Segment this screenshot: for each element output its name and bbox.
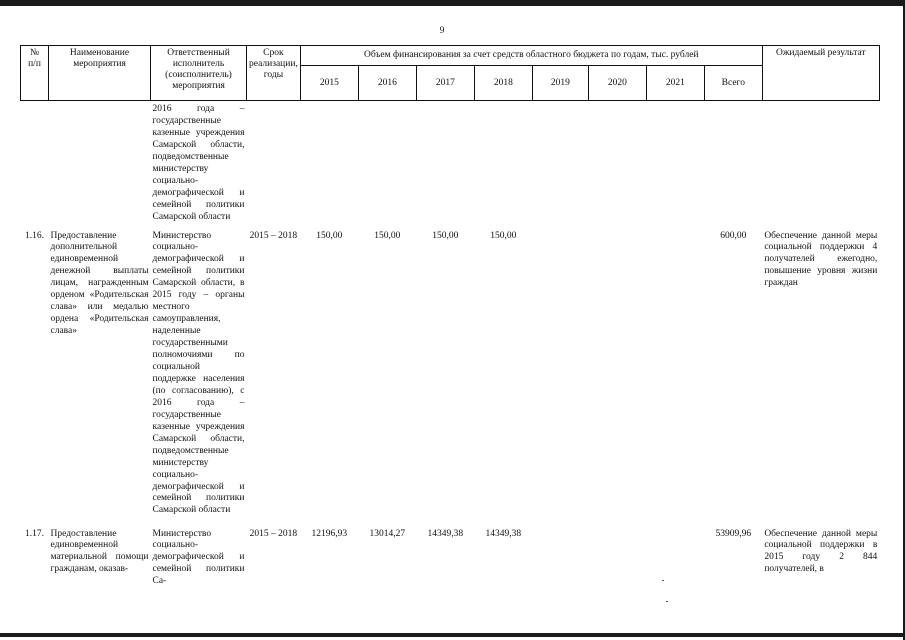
row-activity-name: Предоставление дополнительной единовременной денежной выплаты лицам, награжденным орденом «Родительская слава» или медалью ордена «Родительская слава» [50,230,149,337]
header-year-2016: 2016 [358,66,416,101]
scan-speck [662,580,664,581]
header-year-2018: 2018 [474,66,532,101]
row-expected-result: Обеспечение данной меры социальной поддержки в 2015 году 2 844 получателей, в [764,528,878,575]
header-year-2020: 2020 [588,66,646,101]
row-value-2018 [474,101,532,231]
scan-border-bottom [0,633,905,637]
row-num: 1.17. [25,528,44,539]
row-responsible: Министерство социально-демографической и семейной политики Самарской области, в 2015 году – органы местного самоуправления, наделенные государственными полномочиями по социальной поддержке населения (по согласованию), с 2016 года – государственные казенные учреждения Самарской области, подведомственные министерству социально-демографической и семейной политики Самарской области [152,230,245,516]
header-year-2019: 2019 [532,66,588,101]
row-num: 1.16. [25,230,44,241]
row-total: 600,00 [720,230,747,241]
header-financing: Объем финансирования за счет средств областного бюджета по годам, тыс. рублей [300,46,762,66]
row-period [247,101,301,231]
row-value-2021 [646,101,704,231]
row-value-2015: 12196,93 [311,528,348,539]
scan-speck [666,601,668,602]
header-year-2015: 2015 [300,66,358,101]
row-value-2016: 150,00 [374,230,401,241]
page-number: 9 [439,26,445,36]
header-year-2021: 2021 [646,66,704,101]
row-value-2016: 13014,27 [369,528,406,539]
header-activity-name: Наименование мероприятия [49,46,151,101]
row-value-2018: 14349,38 [485,528,522,539]
row-value-2021 [646,231,704,529]
row-period: 2015 – 2018 [249,528,298,539]
row-activity-name: Предоставление единовременной материальной помощи гражданам, оказав- [50,528,149,575]
header-num: № п/п [21,46,49,101]
program-activities-table [20,45,880,589]
row-responsible: 2016 года – государственные казенные учреждения Самарской области, подведомственные министерству социально-демографической и семейной политики Самарской области [152,104,245,222]
row-expected-result [762,101,879,231]
table-row [21,101,880,231]
row-value-2015: 150,00 [316,230,343,241]
scan-border-top [0,0,905,6]
header-period: Срок реализации, годы [247,46,301,101]
row-value-2021 [646,529,704,589]
row-responsible: Министерство социально-демографической и семейной политики Са- [152,528,245,587]
header-total: Всего [704,66,762,101]
row-total [704,101,762,231]
row-total: 53909,96 [715,528,752,539]
row-value-2017: 14349,38 [427,528,464,539]
header-responsible: Ответственный исполнитель (соисполнитель) мероприятия [151,46,247,101]
row-expected-result: Обеспечение данной меры социальной поддержки 4 получателей ежегодно, повышение уровня жизни граждан [764,230,878,289]
header-year-2017: 2017 [416,66,474,101]
row-value-2015 [300,101,358,231]
row-value-2019 [532,101,588,231]
row-value-2018: 150,00 [490,230,517,241]
row-period: 2015 – 2018 [249,230,298,241]
table-row [21,231,880,529]
row-value-2020 [588,529,646,589]
row-value-2020 [588,101,646,231]
row-activity-name [49,101,151,231]
header-expected-result: Ожидаемый результат [762,46,879,101]
row-value-2017: 150,00 [432,230,459,241]
table-row [21,529,880,589]
row-value-2017 [416,101,474,231]
row-value-2019 [532,529,588,589]
row-value-2020 [588,231,646,529]
row-value-2019 [532,231,588,529]
row-value-2016 [358,101,416,231]
row-num [21,101,49,231]
